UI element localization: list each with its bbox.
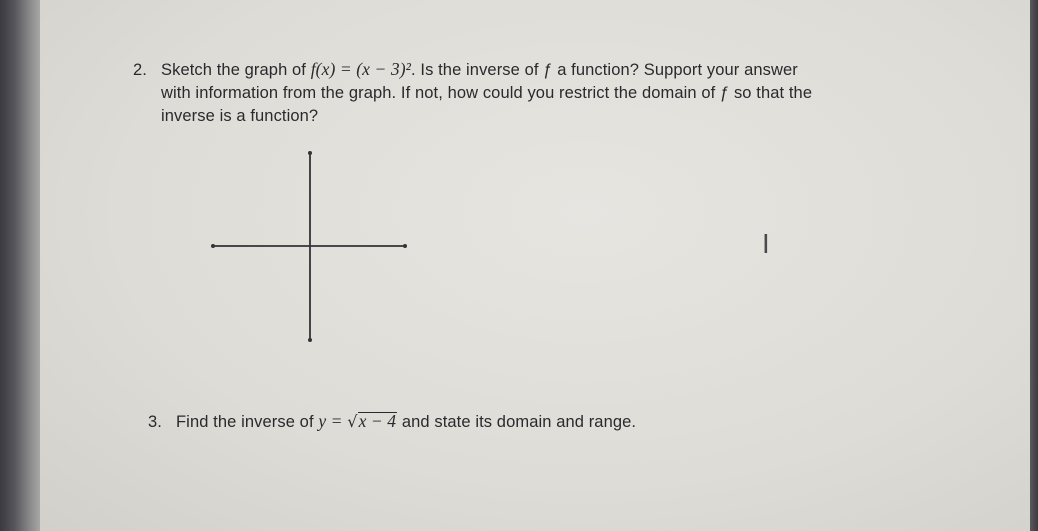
question-2-text-before: Sketch the graph of — [161, 61, 306, 79]
coordinate-axes — [205, 145, 415, 350]
x-axis-left-tip — [211, 244, 215, 248]
question-3-number: 3. — [148, 413, 162, 431]
question-3-formula-lhs: y = — [318, 411, 343, 431]
question-3 — [148, 410, 848, 434]
x-axis-right-tip — [403, 244, 407, 248]
question-3-radicand: x − 4 — [358, 411, 397, 431]
question-2-number: 2. — [133, 61, 147, 79]
y-axis-bottom-tip — [308, 338, 312, 342]
square-root-symbol: √ — [347, 412, 358, 431]
question-3-text-before: Find the inverse of — [176, 413, 314, 431]
question-2-line-2: with information from the graph. If not, how could you restrict the domain of ƒ so that the — [161, 84, 813, 102]
question-2-formula: f(x) = (x − 3)² — [310, 59, 412, 79]
question-3-text-after: and state its domain and range. — [401, 413, 637, 431]
text-cursor-icon: I — [762, 230, 770, 260]
question-2-line-3: inverse is a function? — [161, 107, 319, 125]
question-2-text-after: . Is the inverse of ƒ a function? Support your answer — [411, 61, 798, 79]
y-axis-top-tip — [308, 151, 312, 155]
question-2 — [133, 58, 913, 128]
